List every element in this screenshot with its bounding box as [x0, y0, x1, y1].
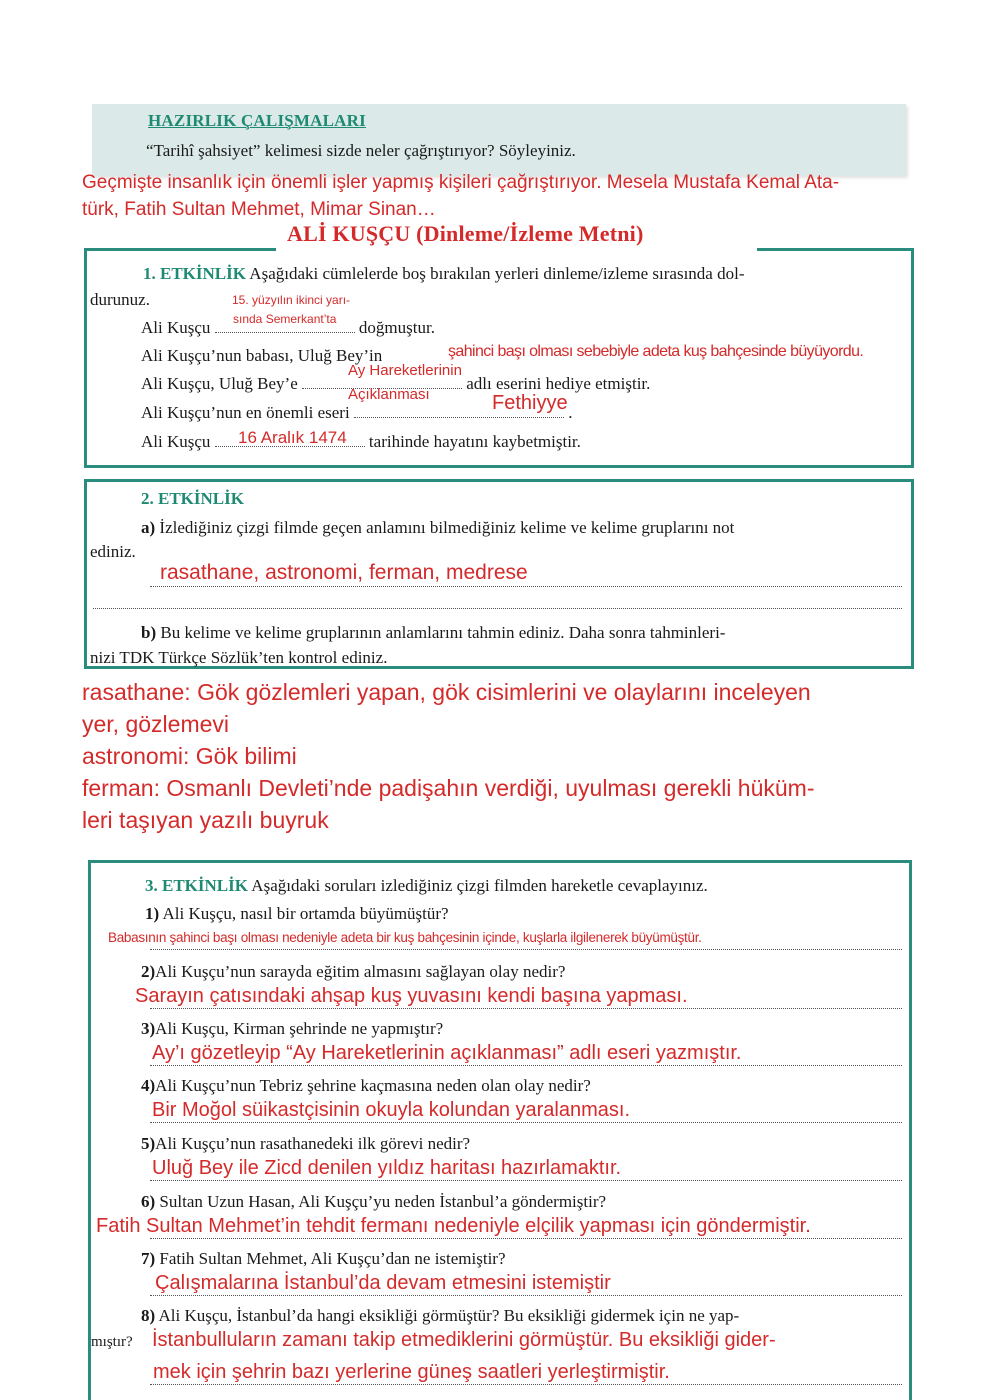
preparation-answer-2: türk, Fatih Sultan Mehmet, Mimar Sinan…: [82, 199, 436, 220]
answer-line: [150, 1065, 902, 1066]
answer-line: [150, 1008, 902, 1009]
activity2-b-2: nizi TDK Türkçe Sözlük’ten kontrol ediniz.: [90, 648, 388, 667]
answer-4: Bir Moğol süikastçisinin okuyla kolundan yaralanması.: [152, 1099, 631, 1121]
answer-line: [150, 1122, 902, 1123]
activity2-a: a) İzlediğiniz çizgi filmde geçen anlamını bilmediğiniz kelime ve kelime gruplarını not: [141, 518, 735, 537]
preparation-title: HAZIRLIK ÇALIŞMALARI: [148, 111, 366, 130]
answer-line: [150, 1384, 902, 1385]
a1-item3-answer-1: Ay Hareketlerinin: [348, 362, 462, 379]
definitions: rasathane: Gök gözlemleri yapan, gök cisimlerini ve olaylarını inceleyen yer, gözlemevi astronomi: Gök bilimi ferman: Osmanlı Devleti’nde padişahın verdiği, uyulması gerekli hüküm- leri taşıyan yazılı buyruk: [82, 679, 815, 833]
preparation-answer-1: Geçmişte insanlık için önemli işler yapmış kişileri çağrıştırıyor. Mesela Mustafa Kemal Ata-: [82, 172, 840, 193]
activity1-border-left: [84, 248, 276, 251]
a1-item3: Ali Kuşçu, Uluğ Bey’e adlı eserini hediye etmiştir.: [141, 374, 651, 393]
answer-line: [150, 949, 902, 950]
activity2-label: 2. ETKİNLİK: [141, 489, 244, 508]
a1-item4: Ali Kuşçu’nun en önemli eseri .: [141, 403, 573, 422]
a1-item2-answer: şahinci başı olması sebebiyle adeta kuş bahçesinde büyüyordu.: [448, 343, 864, 360]
answer-3: Ay’ı gözetleyip “Ay Hareketlerinin açıklanması” adlı eseri yazmıştır.: [152, 1042, 742, 1064]
a1-item1: Ali Kuşçu doğmuştur.: [141, 318, 435, 337]
activity2-a-answer: rasathane, astronomi, ferman, medrese: [160, 561, 528, 584]
question-3: 3)Ali Kuşçu, Kirman şehrinde ne yapmıştır?: [141, 1019, 444, 1038]
question-6: 6) Sultan Uzun Hasan, Ali Kuşçu’yu neden İstanbul’a göndermiştir?: [141, 1192, 607, 1211]
question-8-2: mıştır?: [91, 1334, 133, 1350]
activity1-border-right: [757, 248, 914, 251]
a1-item5-answer: 16 Aralık 1474: [238, 428, 347, 447]
answer-6: Fatih Sultan Mehmet’in tehdit fermanı nedeniyle elçilik yapması için göndermiştir.: [96, 1215, 811, 1237]
activity1-instruction: 1. ETKİNLİK Aşağıdaki cümlelerde boş bırakılan yerleri dinleme/izleme sırasında dol-: [143, 264, 745, 283]
question-5: 5)Ali Kuşçu’nun rasathanedeki ilk görevi nedir?: [141, 1134, 471, 1153]
answer-1: Babasının şahinci başı olması nedeniyle adeta bir kuş bahçesinin içinde, kuşlarla ilgilenerek büyümüştür.: [108, 930, 702, 945]
activity1-label: 1. ETKİNLİK: [143, 264, 246, 283]
answer-line: [150, 1180, 902, 1181]
question-2: 2)Ali Kuşçu’nun sarayda eğitim almasını sağlayan olay nedir?: [141, 962, 566, 981]
activity3-label: 3. ETKİNLİK: [145, 876, 248, 895]
activity1-instruction-2: durunuz.: [90, 290, 150, 309]
preparation-question: “Tarihî şahsiyet” kelimesi sizde neler çağrıştırıyor? Söyleyiniz.: [146, 141, 576, 160]
a1-item2: Ali Kuşçu’nun babası, Uluğ Bey’in: [141, 346, 383, 365]
a1-item4-answer: Fethiyye: [492, 392, 568, 414]
a1-item3-answer-2: Açıklanması: [348, 386, 430, 403]
question-4: 4)Ali Kuşçu’nun Tebriz şehrine kaçmasına neden olan olay nedir?: [141, 1076, 591, 1095]
activity3-instruction: 3. ETKİNLİK Aşağıdaki soruları izlediğiniz çizgi filmden hareketle cevaplayınız.: [145, 876, 708, 895]
answer-5: Uluğ Bey ile Zicd denilen yıldız haritası hazırlamaktır.: [152, 1157, 622, 1179]
answer-line: [150, 586, 902, 587]
answer-line: [150, 1238, 902, 1239]
page-title: ALİ KUŞÇU (Dinleme/İzleme Metni): [287, 221, 644, 246]
a1-item1-answer-1: 15. yüzyılın ikinci yarı-: [232, 293, 351, 307]
answer-line: [150, 1295, 902, 1296]
answer-2: Sarayın çatısındaki ahşap kuş yuvasını kendi başına yapması.: [135, 985, 688, 1007]
question-8: 8) Ali Kuşçu, İstanbul’da hangi eksikliği görmüştür? Bu eksikliği gidermek için ne yap-: [141, 1306, 740, 1325]
question-7: 7) Fatih Sultan Mehmet, Ali Kuşçu’dan ne istemiştir?: [141, 1249, 506, 1268]
question-1: 1) Ali Kuşçu, nasıl bir ortamda büyümüştür?: [145, 904, 449, 923]
answer-8-2: mek için şehrin bazı yerlerine güneş saatleri yerleştirmiştir.: [153, 1361, 670, 1383]
activity2-b: b) Bu kelime ve kelime gruplarının anlamlarını tahmin ediniz. Daha sonra tahminleri-: [141, 623, 726, 642]
answer-7: Çalışmalarına İstanbul’da devam etmesini istemiştir: [155, 1272, 611, 1294]
answer-line: [93, 608, 902, 609]
activity2-a-2: ediniz.: [90, 542, 136, 561]
answer-8-1: İstanbulluların zamanı takip etmediklerini görmüştür. Bu eksikliği gider-: [152, 1329, 776, 1351]
a1-item1-answer-2: sında Semerkant’ta: [233, 312, 337, 326]
a1-item5: Ali Kuşçu tarihinde hayatını kaybetmiştir.: [141, 432, 581, 451]
